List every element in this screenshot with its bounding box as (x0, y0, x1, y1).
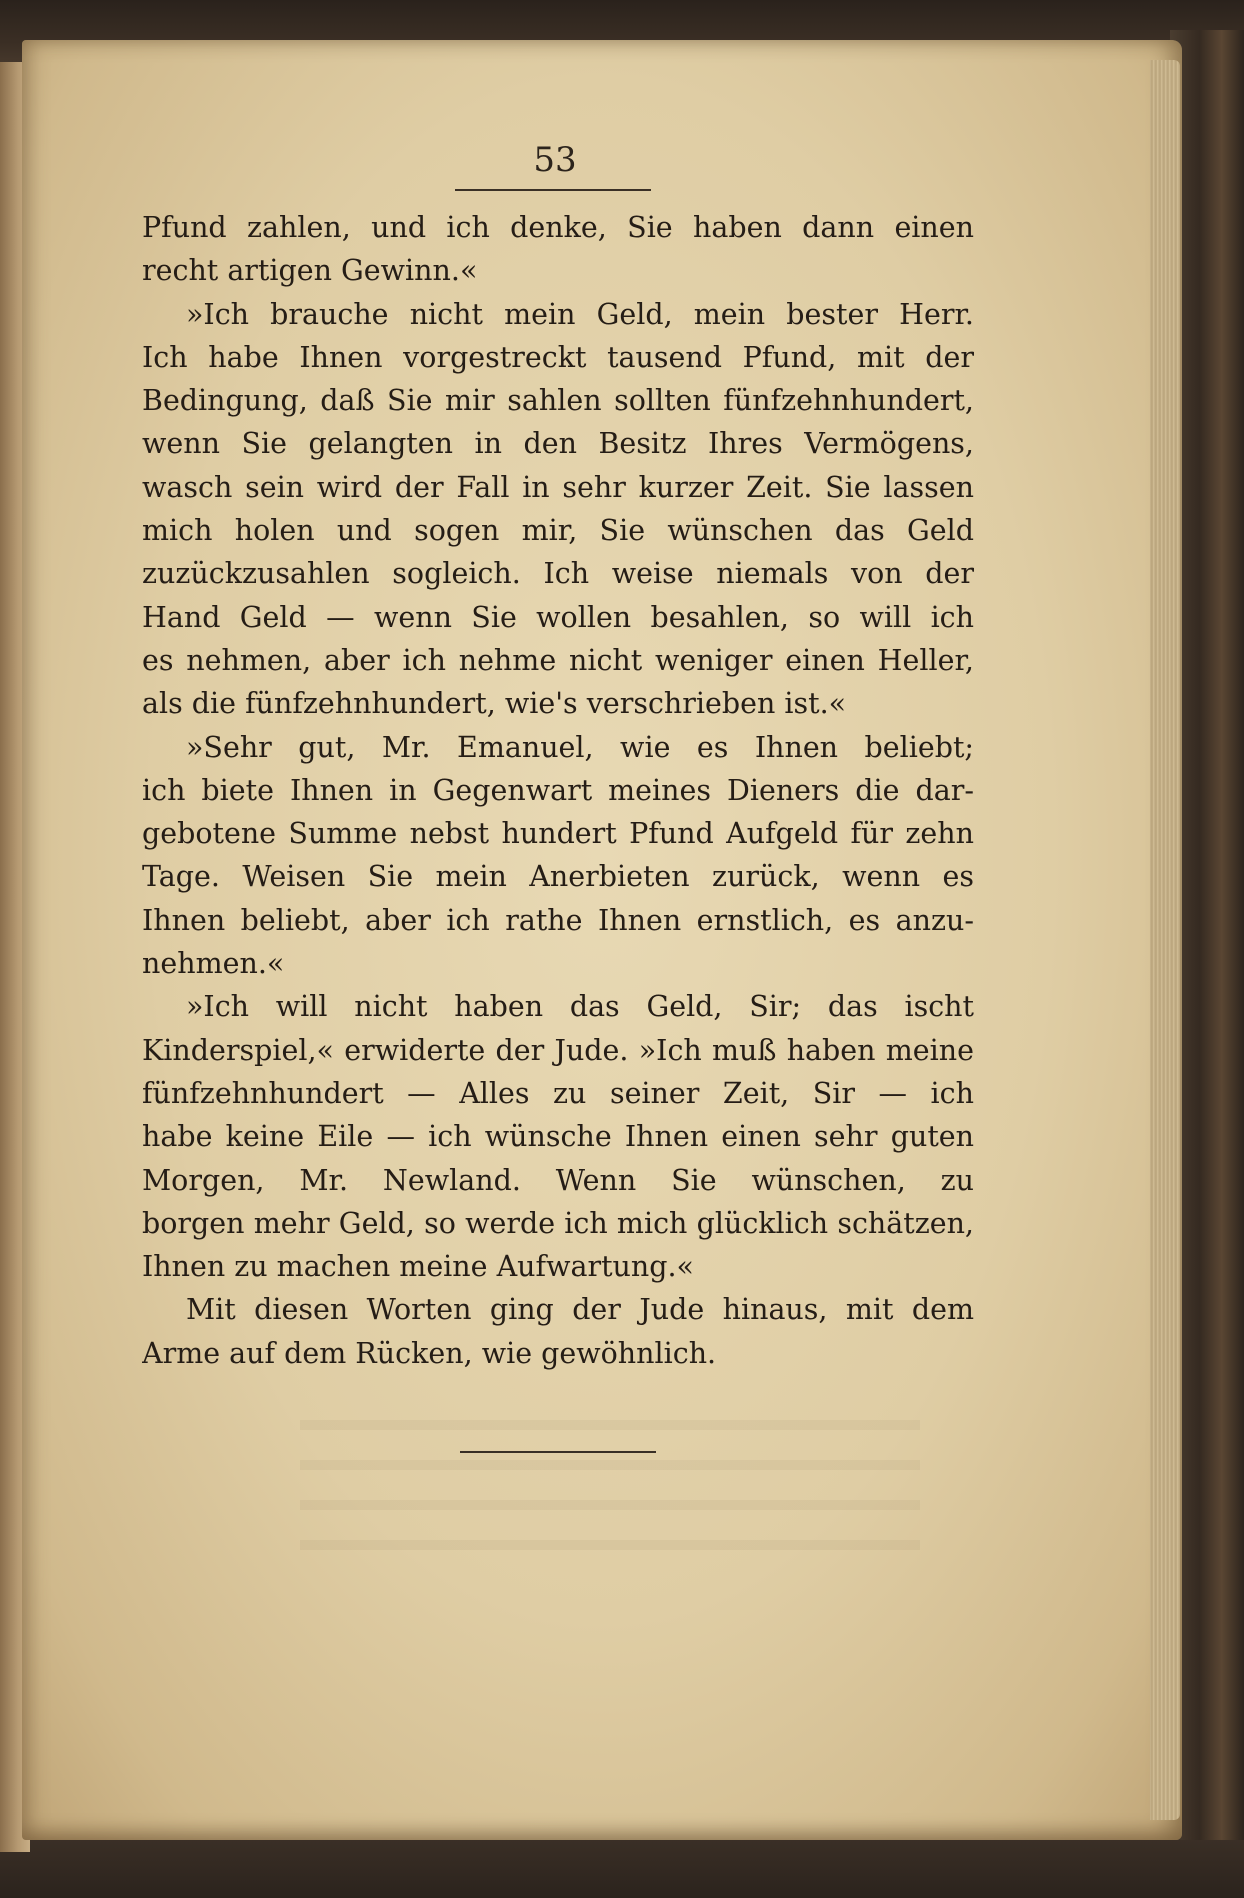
text-line: Bedingung, daß Sie mir sahlen sollten fünfzehnhundert, (142, 384, 974, 418)
header-rule (455, 189, 651, 191)
text-line: es nehmen, aber ich nehme nicht weniger einen Heller, (142, 643, 974, 677)
text-line: fünfzehnhundert — Alles zu seiner Zeit, Sir — ich (142, 1076, 974, 1110)
text-line: ich biete Ihnen in Gegenwart meines Dieners die dar- (142, 773, 974, 807)
text-line: Morgen, Mr. Newland. Wenn Sie wünschen, zu (142, 1163, 974, 1197)
text-line: gebotene Summe nebst hundert Pfund Aufgeld für zehn (142, 817, 974, 851)
text-line: wenn Sie gelangten in den Besitz Ihres Vermögens, (142, 427, 974, 461)
text-line: Ihnen zu machen meine Aufwartung.« (142, 1250, 694, 1284)
text-line: habe keine Eile — ich wünsche Ihnen einen sehr guten (142, 1120, 974, 1154)
text-line: »Sehr gut, Mr. Emanuel, wie es Ihnen beliebt; (186, 730, 974, 764)
text-line: Ihnen beliebt, aber ich rathe Ihnen ernstlich, es anzu- (142, 903, 974, 937)
text-line: mich holen und sogen mir, Sie wünschen das Geld (142, 514, 974, 548)
page-number: 53 (533, 140, 577, 180)
text-line: recht artigen Gewinn.« (142, 254, 478, 288)
text-line: als die fünfzehnhundert, wie's verschrieben ist.« (142, 687, 847, 721)
text-line: borgen mehr Geld, so werde ich mich glücklich schätzen, (142, 1206, 974, 1240)
bleed-through-text (300, 1390, 920, 1570)
text-line: Hand Geld — wenn Sie wollen besahlen, so will ich (142, 600, 974, 634)
body-text (142, 206, 974, 1375)
text-line: Mit diesen Worten ging der Jude hinaus, mit dem (186, 1293, 974, 1327)
book-cover-bottom (0, 1840, 1244, 1898)
end-rule (460, 1451, 656, 1453)
text-line: Pfund zahlen, und ich denke, Sie haben dann einen (142, 211, 974, 244)
text-line: »Ich will nicht haben das Geld, Sir; das ischt (186, 990, 974, 1024)
text-line: Arme auf dem Rücken, wie gewöhnlich. (142, 1336, 717, 1370)
text-line: wasch sein wird der Fall in sehr kurzer Zeit. Sie lassen (142, 470, 974, 504)
text-line: »Ich brauche nicht mein Geld, mein bester Herr. (186, 297, 974, 331)
text-line: Tage. Weisen Sie mein Anerbieten zurück, wenn es (142, 860, 974, 894)
text-line: zuzückzusahlen sogleich. Ich weise niemals von der (142, 557, 974, 591)
text-line: Ich habe Ihnen vorgestreckt tausend Pfund, mit der (142, 340, 974, 374)
page-stack-edge (1150, 60, 1180, 1820)
text-line: nehmen.« (142, 947, 285, 981)
text-line: Kinderspiel,« erwiderte der Jude. »Ich muß haben meine (142, 1033, 974, 1067)
